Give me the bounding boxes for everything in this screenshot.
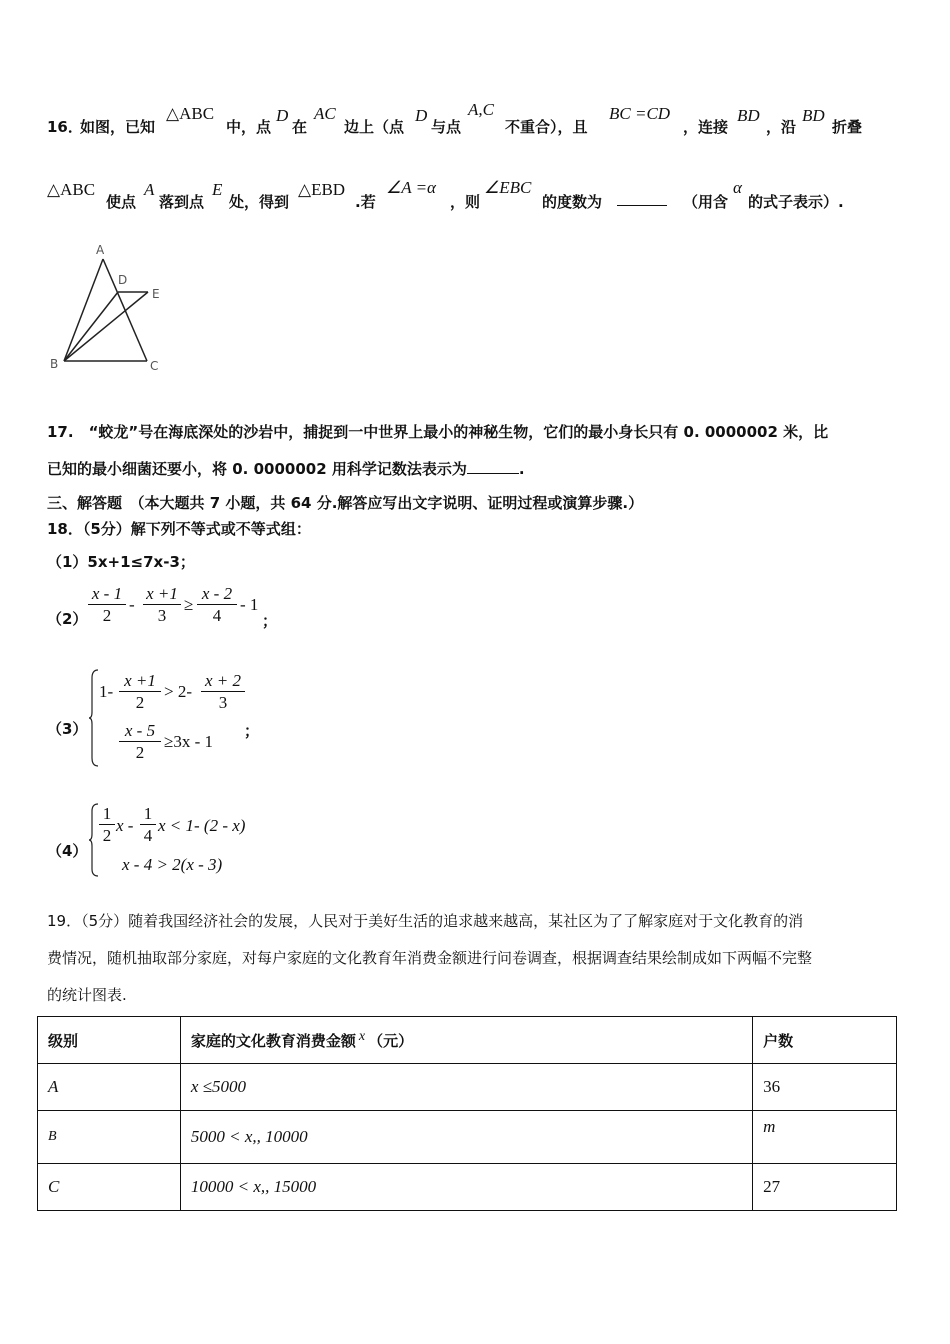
label-b: B <box>50 357 59 371</box>
q16-text: ，沿 <box>766 118 797 136</box>
numerator: x - 2 <box>197 584 237 605</box>
q16-text: 如图，已知 <box>80 118 156 136</box>
q16-math: BD <box>737 106 760 125</box>
q18-part4-label: （4） <box>47 842 88 860</box>
q16-math: D <box>415 106 428 125</box>
header-grade: 级别 <box>38 1017 181 1064</box>
q16-text: ，连接 <box>683 118 729 136</box>
denominator: 4 <box>212 606 222 625</box>
q16-text: 在 <box>292 118 308 136</box>
header-amount <box>180 1017 752 1064</box>
q16-math: △EBD <box>298 180 346 199</box>
q18-part2-op: - <box>129 595 135 614</box>
q16-math: △ABC <box>47 180 96 199</box>
numerator: x +1 <box>119 671 161 692</box>
q19-line1: 19．（5分）随着我国经济社会的发展，人民对于美好生活的追求越来越高，某社区为了了解家庭对于文化教育的消 <box>47 912 804 930</box>
consumption-table <box>37 1016 897 1211</box>
label-d: D <box>118 273 128 287</box>
table-row <box>38 1064 897 1111</box>
header-amount-var: x <box>358 1029 366 1044</box>
numerator: x + 2 <box>201 671 245 692</box>
q16-answer-blank[interactable] <box>617 205 667 206</box>
denominator: 3 <box>157 606 167 625</box>
q17-answer-blank[interactable] <box>467 473 519 474</box>
q17-line1: 17. “蛟龙”号在海底深处的沙岩中，捕捉到一中世界上最小的神秘生物，它们的最小身长只有 0. 0000002 米，比 <box>47 423 829 441</box>
q16-math: E <box>212 180 223 199</box>
q16-math: AC <box>314 104 336 123</box>
table-header-row <box>38 1017 897 1064</box>
numerator: x - 5 <box>119 721 161 742</box>
q18-part2-label: （2） <box>47 610 88 628</box>
q18-part3-r1: 1- <box>99 682 114 701</box>
q16-number: 16． <box>47 118 83 136</box>
q18-title: 18．（5分）解下列不等式或不等式组： <box>47 520 311 538</box>
table-row <box>38 1164 897 1211</box>
q16-math: A <box>144 180 155 199</box>
q18-part3-frac3 <box>119 721 161 764</box>
header-count: 户数 <box>753 1017 897 1064</box>
q16-text: 的度数为 <box>542 193 603 211</box>
cell-grade: C <box>38 1164 181 1211</box>
q18-part3-r2: ≥3x - 1 <box>164 732 213 751</box>
q16-math: D <box>276 106 289 125</box>
label-a: A <box>96 243 105 257</box>
q16-text: 落到点 <box>159 193 205 211</box>
q18-part2-frac1 <box>88 584 126 627</box>
q16-geometry-figure <box>44 240 174 380</box>
edge-bd <box>64 292 118 361</box>
q16-math: ∠A =α <box>386 178 436 197</box>
q19-line3: 的统计图表. <box>47 986 127 1004</box>
q19-line2: 费情况，随机抽取部分家庭，对每户家庭的文化教育年消费金额进行问卷调查，根据调查结果绘制成如下两幅不完整 <box>47 949 813 967</box>
denominator: 2 <box>135 743 145 762</box>
q16-text: ，则 <box>450 193 481 211</box>
q18-part4-frac1 <box>99 804 115 847</box>
numerator: x +1 <box>143 584 181 605</box>
q16-text: 的式子表示）. <box>748 193 844 211</box>
denominator: 2 <box>102 606 112 625</box>
header-amount-text: 家庭的文化教育消费金额 <box>190 1032 356 1050</box>
q16-math: △ABC <box>166 104 215 123</box>
q16-text: （用含 <box>683 193 729 211</box>
q16-text: 折叠 <box>832 118 863 136</box>
q18-part4-frac2 <box>140 804 156 847</box>
q18-part3-label: （3） <box>47 720 88 738</box>
table-row <box>38 1111 897 1164</box>
cell-grade: A <box>38 1064 181 1111</box>
label-c: C <box>150 359 159 373</box>
denominator: 2 <box>102 826 112 845</box>
q18-part3-frac1 <box>119 671 161 714</box>
cell-grade: B <box>38 1111 181 1164</box>
denominator: 4 <box>143 826 153 845</box>
q18-part2-end: ； <box>262 612 278 630</box>
cell-count: m <box>753 1111 897 1164</box>
q18-part3-frac2 <box>201 671 245 714</box>
q18-part3-r1: > 2- <box>164 682 192 701</box>
q16-math: BC =CD <box>609 104 671 123</box>
cell-range: 10000 < x,, 15000 <box>180 1164 752 1211</box>
cell-count: 36 <box>753 1064 897 1111</box>
cell-count: 27 <box>753 1164 897 1211</box>
header-amount-unit: （元） <box>368 1032 414 1050</box>
q17-line2-end: . <box>518 460 525 478</box>
q18-part3-end: ； <box>244 722 260 740</box>
q16-text: 不重合），且 <box>505 118 588 136</box>
q18-part2-frac3 <box>197 584 237 627</box>
denominator: 3 <box>218 693 228 712</box>
q17-line2 <box>47 458 525 479</box>
q18-part4-r1: x - <box>116 816 134 835</box>
q17-line2-text: 已知的最小细菌还要小，将 0. 0000002 用科学记数法表示为 <box>47 460 467 478</box>
q18-part4-r2: x - 4 > 2(x - 3) <box>122 855 223 874</box>
q18-part2-tail: - 1 <box>240 595 259 614</box>
q16-text: 与点 <box>431 118 462 136</box>
q16-math: BD <box>802 106 825 125</box>
q16-math: ∠EBC <box>484 178 532 197</box>
numerator: x - 1 <box>88 584 126 605</box>
q16-text: 处，得到 <box>229 193 290 211</box>
q16-text: 边上（点 <box>344 118 405 136</box>
label-e: E <box>152 287 160 301</box>
q18-part2-frac2 <box>143 584 181 627</box>
q16-text: 中，点 <box>226 118 272 136</box>
q18-part4-r1: x < 1- (2 - x) <box>158 816 246 835</box>
q18-part1: （1）5x+1≤7x-3； <box>47 553 195 571</box>
denominator: 2 <box>135 693 145 712</box>
q16-math: A,C <box>468 100 494 119</box>
numerator: 1 <box>140 804 156 825</box>
cell-range: x ≤5000 <box>180 1064 752 1111</box>
numerator: 1 <box>99 804 115 825</box>
cell-range: 5000 < x,, 10000 <box>180 1111 752 1164</box>
section-three-heading: 三、解答题 （本大题共 7 小题，共 64 分.解答应写出文字说明、证明过程或演算步骤.） <box>47 494 644 512</box>
q18-part2-op: ≥ <box>184 595 194 614</box>
q16-math: α <box>733 178 742 197</box>
q16-text: .若 <box>355 193 376 211</box>
q16-text: 使点 <box>106 193 137 211</box>
